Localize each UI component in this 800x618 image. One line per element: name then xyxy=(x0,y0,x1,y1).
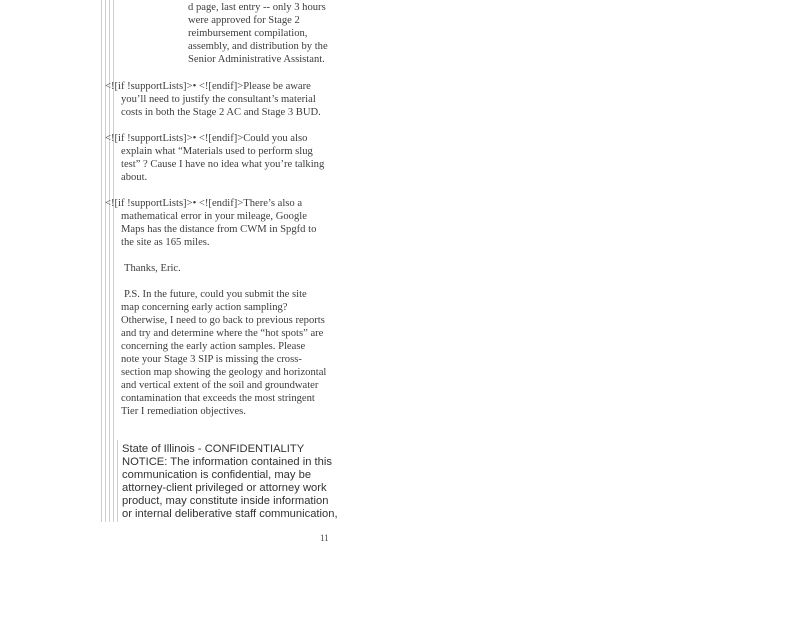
text-line: assembly, and distribution by the xyxy=(188,41,328,52)
text-line: and try and determine where the “hot spots” are xyxy=(121,328,324,339)
text-line: reimbursement compilation, xyxy=(188,28,308,39)
text-line: attorney-client privileged or attorney work xyxy=(122,482,327,494)
text-line: note your Stage 3 SIP is missing the cross- xyxy=(121,354,302,365)
text-line: Maps has the distance from CWM in Spgfd to xyxy=(121,224,317,235)
quote-bar xyxy=(109,0,110,522)
text-line: map concerning early action sampling? xyxy=(121,302,288,313)
text-line: Tier I remediation objectives. xyxy=(121,406,246,417)
quote-bar xyxy=(117,440,118,522)
text-line: contamination that exceeds the most stringent xyxy=(121,393,315,404)
signoff: Thanks, Eric. xyxy=(124,263,181,274)
text-line: <![if !supportLists]>• <![endif]>There’s also a xyxy=(105,198,303,209)
text-line: mathematical error in your mileage, Google xyxy=(121,211,307,222)
quote-bar xyxy=(113,0,114,522)
text-line: or internal deliberative staff communication, xyxy=(122,508,338,520)
text-line: P.S. In the future, could you submit the site xyxy=(124,289,307,300)
text-line: explain what “Materials used to perform slug xyxy=(121,146,313,157)
text-line: were approved for Stage 2 xyxy=(188,15,300,26)
text-line: section map showing the geology and horizontal xyxy=(121,367,327,378)
text-line: costs in both the Stage 2 AC and Stage 3 BUD. xyxy=(121,107,321,118)
text-line: Senior Administrative Assistant. xyxy=(188,54,325,65)
text-line: communication is confidential, may be xyxy=(122,469,312,481)
text-line: State of Illinois - CONFIDENTIALITY xyxy=(122,443,305,455)
quote-bar xyxy=(105,0,106,522)
text-line: d page, last entry -- only 3 hours xyxy=(188,2,326,13)
text-line: <![if !supportLists]>• <![endif]>Please be aware xyxy=(105,81,311,92)
text-line: concerning the early action samples. Please xyxy=(121,341,306,352)
text-line: test” ? Cause I have no idea what you’re talking xyxy=(121,159,325,170)
text-line: and vertical extent of the soil and groundwater xyxy=(121,380,319,391)
page-number: 11 xyxy=(320,533,329,543)
text-line: you’ll need to justify the consultant’s material xyxy=(121,94,316,105)
text-line: the site as 165 miles. xyxy=(121,237,210,248)
quote-bar xyxy=(101,0,102,522)
text-line: Otherwise, I need to go back to previous reports xyxy=(121,315,325,326)
text-line: <![if !supportLists]>• <![endif]>Could you also xyxy=(105,133,308,144)
text-line: NOTICE: The information contained in this xyxy=(122,456,332,468)
text-line: about. xyxy=(121,172,148,183)
text-line: product, may constitute inside information xyxy=(122,495,329,507)
